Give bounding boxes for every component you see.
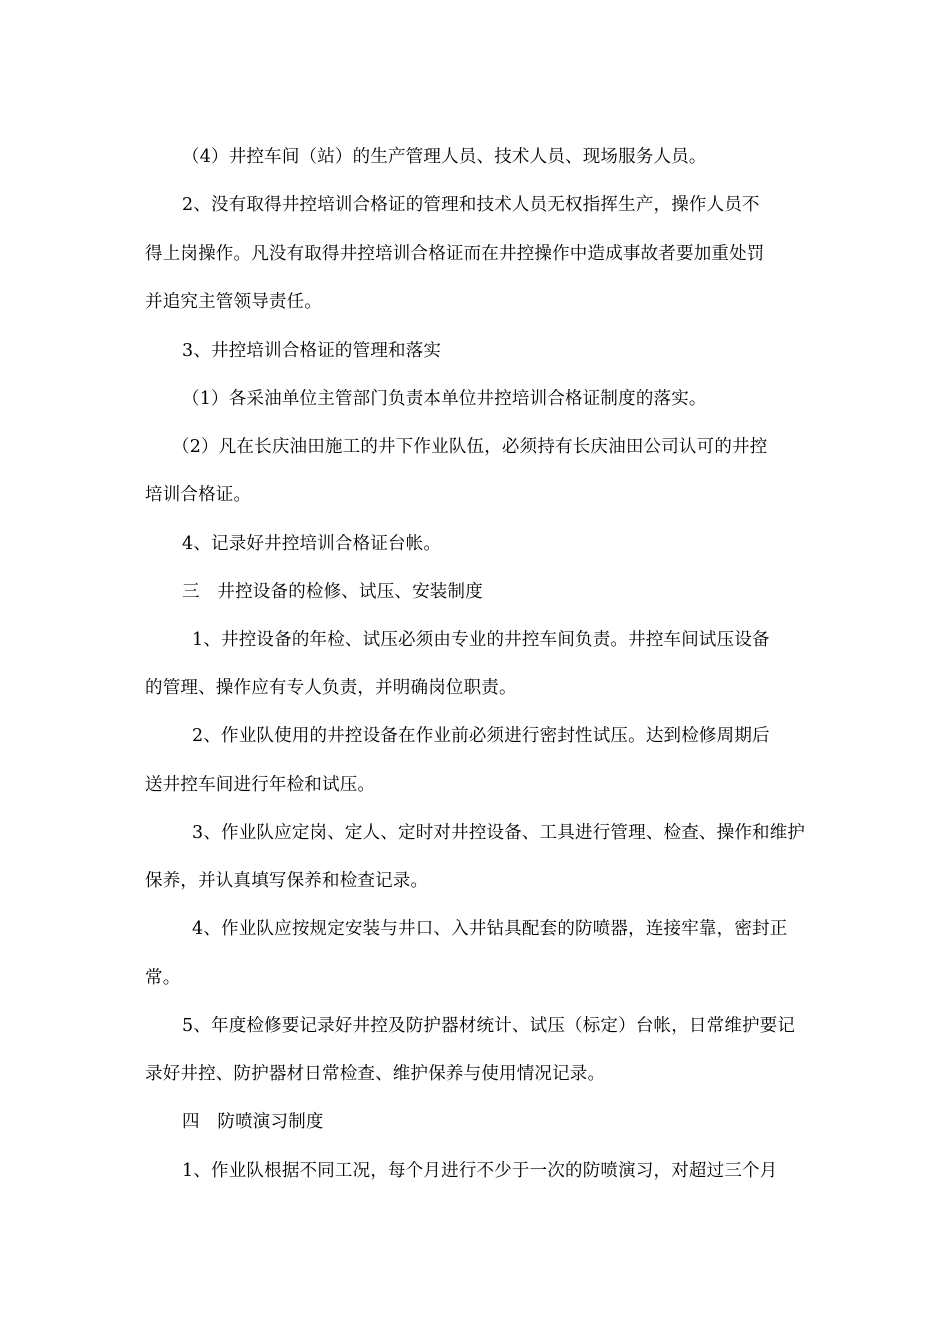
text-line: 2、没有取得井控培训合格证的管理和技术人员无权指挥生产，操作人员不 bbox=[182, 195, 760, 215]
text-line: 4、记录好井控培训合格证台帐。 bbox=[182, 534, 442, 554]
text-line: 常。 bbox=[145, 968, 181, 988]
text-line: （4）井控车间（站）的生产管理人员、技术人员、现场服务人员。 bbox=[182, 147, 707, 167]
text-line: 保养，并认真填写保养和检查记录。 bbox=[145, 871, 429, 891]
section-heading: 四 防喷演习制度 bbox=[182, 1112, 324, 1132]
text-line: 录好井控、防护器材日常检查、维护保养与使用情况记录。 bbox=[145, 1064, 606, 1084]
text-line: （2）凡在长庆油田施工的井下作业队伍，必须持有长庆油田公司认可的井控 bbox=[172, 437, 768, 457]
text-line: 5、年度检修要记录好井控及防护器材统计、试压（标定）台帐，日常维护要记 bbox=[182, 1016, 796, 1036]
text-line: 培训合格证。 bbox=[145, 485, 252, 505]
text-line: 1、作业队根据不同工况，每个月进行不少于一次的防喷演习，对超过三个月 bbox=[182, 1161, 778, 1181]
section-heading: 三 井控设备的检修、试压、安装制度 bbox=[182, 582, 483, 602]
text-line: 4、作业队应按规定安装与井口、入井钻具配套的防喷器，连接牢靠，密封正 bbox=[192, 919, 788, 939]
text-line: 2、作业队使用的井控设备在作业前必须进行密封性试压。达到检修周期后 bbox=[192, 726, 770, 746]
text-line: 送井控车间进行年检和试压。 bbox=[145, 775, 376, 795]
text-line: 并追究主管领导责任。 bbox=[145, 292, 322, 312]
text-line: （1）各采油单位主管部门负责本单位井控培训合格证制度的落实。 bbox=[182, 389, 707, 409]
text-line: 的管理、操作应有专人负责，并明确岗位职责。 bbox=[145, 678, 517, 698]
text-line: 得上岗操作。凡没有取得井控培训合格证而在井控操作中造成事故者要加重处罚 bbox=[145, 244, 765, 264]
text-line: 1、井控设备的年检、试压必须由专业的井控车间负责。井控车间试压设备 bbox=[192, 630, 770, 650]
text-line: 3、作业队应定岗、定人、定时对井控设备、工具进行管理、检查、操作和维护 bbox=[192, 823, 806, 843]
text-line: 3、井控培训合格证的管理和落实 bbox=[182, 341, 442, 361]
